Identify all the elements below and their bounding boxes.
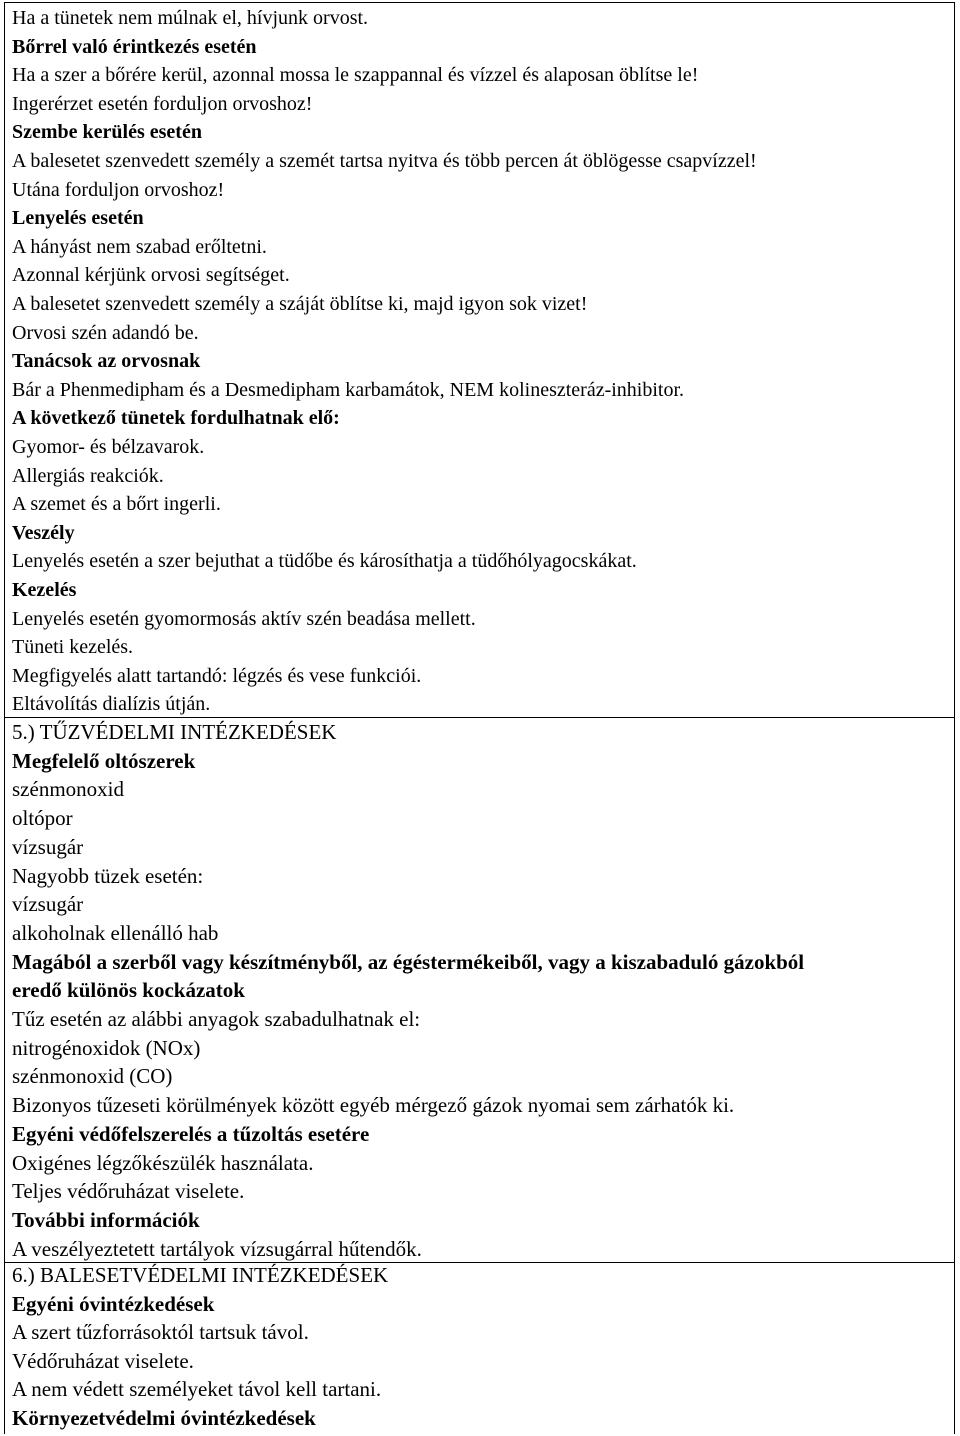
text-line-fire-fighting: nitrogénoxidok (NOx): [12, 1035, 201, 1060]
heading-fire-fighting: További információk: [12, 1207, 200, 1232]
heading-first-aid: Tanácsok az orvosnak: [12, 350, 201, 373]
text-line-first-aid: Tüneti kezelés.: [12, 636, 134, 659]
text-line-fire-fighting: vízsugár: [12, 892, 84, 917]
heading-accidental-release: Környezetvédelmi óvintézkedések: [12, 1406, 316, 1430]
text-line-fire-fighting: Oxigénes légzőkészülék használata.: [12, 1150, 314, 1175]
text-line-first-aid: Ha a tünetek nem múlnak el, hívjunk orvost.: [12, 7, 369, 29]
heading-fire-fighting: Megfelelő oltószerek: [12, 748, 196, 773]
text-line-fire-fighting: szénmonoxid: [12, 777, 124, 802]
text-line-fire-fighting: Nagyobb tüzek esetén:: [12, 863, 204, 888]
text-line-first-aid: A balesetet szenvedett személy a szemét tartsa nyitva és több percen át öblögesse csapvízzel!: [12, 150, 757, 172]
text-line-accidental-release: A szert tűzforrásoktól tartsuk távol.: [12, 1320, 309, 1345]
text-line-first-aid: Lenyelés esetén gyomormosás aktív szén beadása mellett.: [12, 607, 476, 630]
text-line-first-aid: Lenyelés esetén a szer bejuthat a tüdőbe és károsíthatja a tüdőhólyagocskákat.: [12, 550, 637, 573]
section-divider: [4, 717, 955, 718]
text-line-fire-fighting: oltópor: [12, 806, 73, 831]
text-line-first-aid: A hányást nem szabad erőltetni.: [12, 235, 267, 258]
text-line-first-aid: Eltávolítás dialízis útján.: [12, 693, 211, 716]
text-line-first-aid: Ha a szer a bőrére kerül, azonnal mossa le szappannal és vízzel és alaposan öblítse le!: [12, 64, 699, 87]
text-line-first-aid: Ingerérzet esetén forduljon orvoshoz!: [12, 92, 313, 115]
text-line-accidental-release: Védőruházat viselete.: [12, 1348, 194, 1373]
heading-accidental-release: Egyéni óvintézkedések: [12, 1291, 215, 1316]
text-line-first-aid: A balesetet szenvedett személy a száját öblítse ki, majd igyon sok vizet!: [12, 293, 588, 315]
text-line-first-aid: Megfigyelés alatt tartandó: légzés és vese funkciói.: [12, 664, 422, 687]
text-line-first-aid: Utána forduljon orvoshoz!: [12, 178, 225, 201]
text-line-fire-fighting: Teljes védőruházat viselete.: [12, 1179, 245, 1204]
heading-first-aid: Szembe kerülés esetén: [12, 121, 202, 144]
text-line-fire-fighting: vízsugár: [12, 834, 84, 859]
heading-first-aid: Lenyelés esetén: [12, 207, 144, 230]
heading-fire-fighting: eredő különös kockázatok: [12, 978, 245, 1003]
heading-first-aid: Kezelés: [12, 579, 77, 601]
heading-fire-fighting: Egyéni védőfelszerelés a tűzoltás esetére: [12, 1121, 370, 1146]
text-line-first-aid: Azonnal kérjünk orvosi segítséget.: [12, 264, 290, 287]
text-line-fire-fighting: Tűz esetén az alábbi anyagok szabadulhatnak el:: [12, 1007, 421, 1031]
text-line-accidental-release: 6.) BALESETVÉDELMI INTÉZKEDÉSEK: [12, 1263, 389, 1287]
text-line-first-aid: Allergiás reakciók.: [12, 464, 164, 487]
text-line-fire-fighting: 5.) TŰZVÉDELMI INTÉZKEDÉSEK: [12, 720, 337, 744]
text-line-first-aid: A szemet és a bőrt ingerli.: [12, 493, 221, 516]
heading-first-aid: Veszély: [12, 521, 75, 544]
text-line-fire-fighting: alkoholnak ellenálló hab: [12, 920, 219, 945]
text-line-first-aid: Gyomor- és bélzavarok.: [12, 436, 205, 458]
text-line-fire-fighting: A veszélyeztetett tartályok vízsugárral hűtendők.: [12, 1236, 422, 1261]
text-line-accidental-release: A nem védett személyeket távol kell tartani.: [12, 1377, 382, 1402]
heading-fire-fighting: Magából a szerből vagy készítményből, az égéstermékeiből, vagy a kiszabaduló gázokból: [12, 949, 805, 974]
text-line-first-aid: Bár a Phenmedipham és a Desmedipham karbamátok, NEM kolineszteráz-inhibitor.: [12, 378, 685, 401]
text-line-fire-fighting: Bizonyos tűzeseti körülmények között egyéb mérgező gázok nyomai sem zárhatók ki.: [12, 1093, 735, 1118]
heading-first-aid: A következő tünetek fordulhatnak elő:: [12, 407, 340, 430]
text-line-fire-fighting: szénmonoxid (CO): [12, 1064, 173, 1089]
text-line-first-aid: Orvosi szén adandó be.: [12, 321, 199, 344]
heading-first-aid: Bőrrel való érintkezés esetén: [12, 35, 257, 58]
